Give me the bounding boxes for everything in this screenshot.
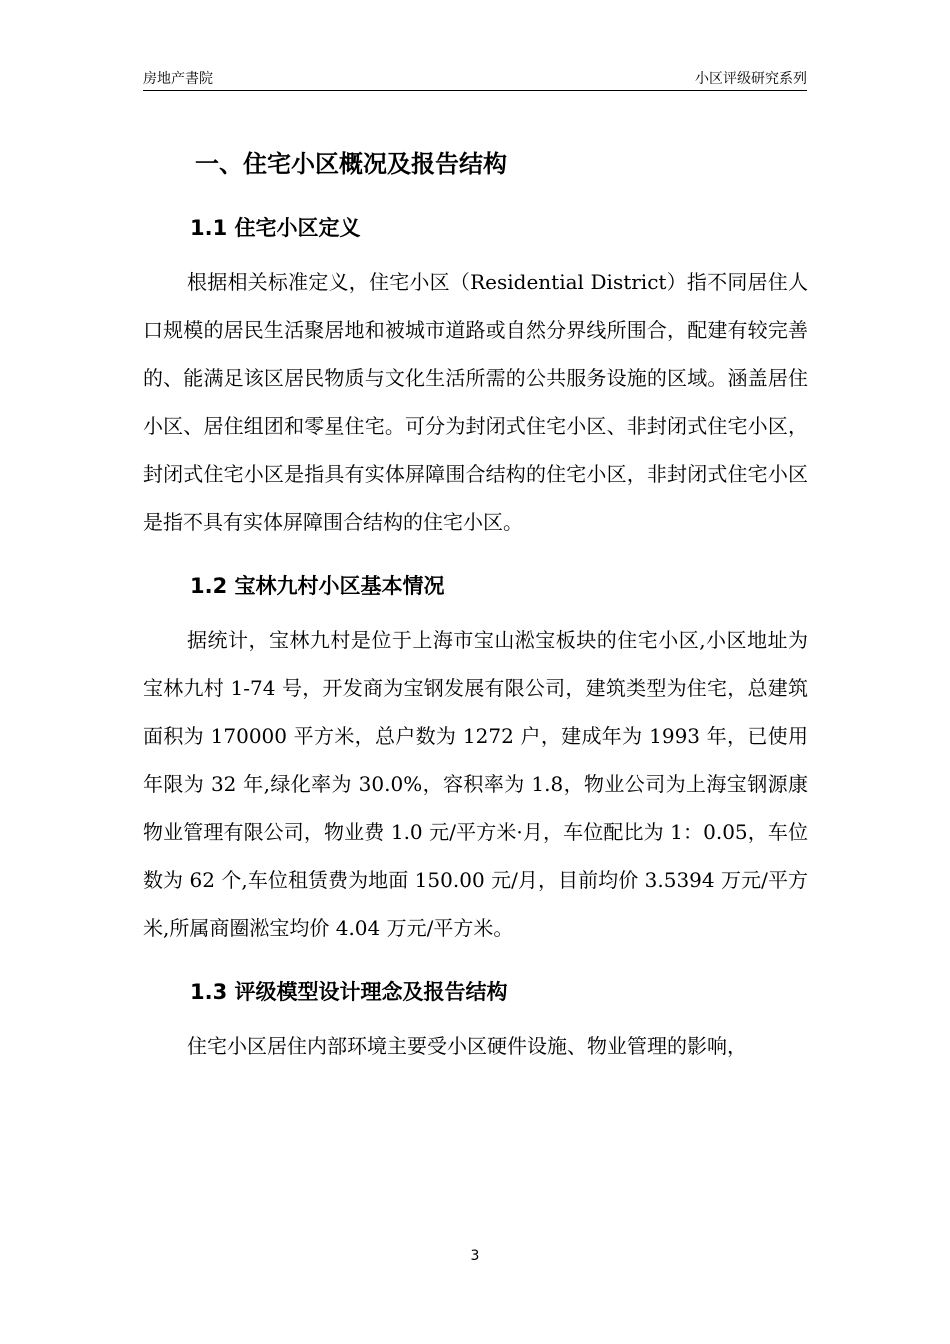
page-header [143, 64, 807, 91]
page-content [143, 140, 808, 1070]
section-1-3-title: 1.3 评级模型设计理念及报告结构 [190, 980, 508, 1004]
page-number: 3 [470, 1248, 480, 1264]
section-1-2-paragraph: 据统计，宝林九村是位于上海市宝山淞宝板块的住宅小区,小区地址为宝林九村 1-74 号，开发商为宝钢发展有限公司，建筑类型为住宅，总建筑面积为 170000 平方米，总户数为 1272 户，建成年为 1993 年，已使用年限为 32 年,绿化率为 30.0%，容积率为 1.8，物业公司为上海宝钢源康物业管理有限公司，物业费 1.0 元/平方米·月，车位配比为 1：0.05，车位数为 62 个,车位租赁费为地面 150.00 元/月，目前均价 3.5394 万元/平方米,所属商圈淞宝均价 4.04 万元/平方米。 [143, 628, 808, 940]
section-1-1-paragraph: 根据相关标准定义，住宅小区（Residential District）指不同居住人口规模的居民生活聚居地和被城市道路或自然分界线所围合，配建有较完善的、能满足该区居民物质与文化生活所需的公共服务设施的区域。涵盖居住小区、居住组团和零星住宅。可分为封闭式住宅小区、非封闭式住宅小区，封闭式住宅小区是指具有实体屏障围合结构的住宅小区，非封闭式住宅小区是指不具有实体屏障围合结构的住宅小区。 [143, 270, 808, 534]
header-publisher: 房地产書院 [143, 71, 213, 87]
header-series-title: 小区评级研究系列 [695, 71, 807, 87]
section-1-2-title: 1.2 宝林九村小区基本情况 [190, 574, 445, 598]
chapter-title: 一、住宅小区概况及报告结构 [195, 150, 507, 178]
section-1-3-paragraph: 住宅小区居住内部环境主要受小区硬件设施、物业管理的影响， [187, 1034, 747, 1058]
section-1-1-title: 1.1 住宅小区定义 [190, 216, 361, 240]
